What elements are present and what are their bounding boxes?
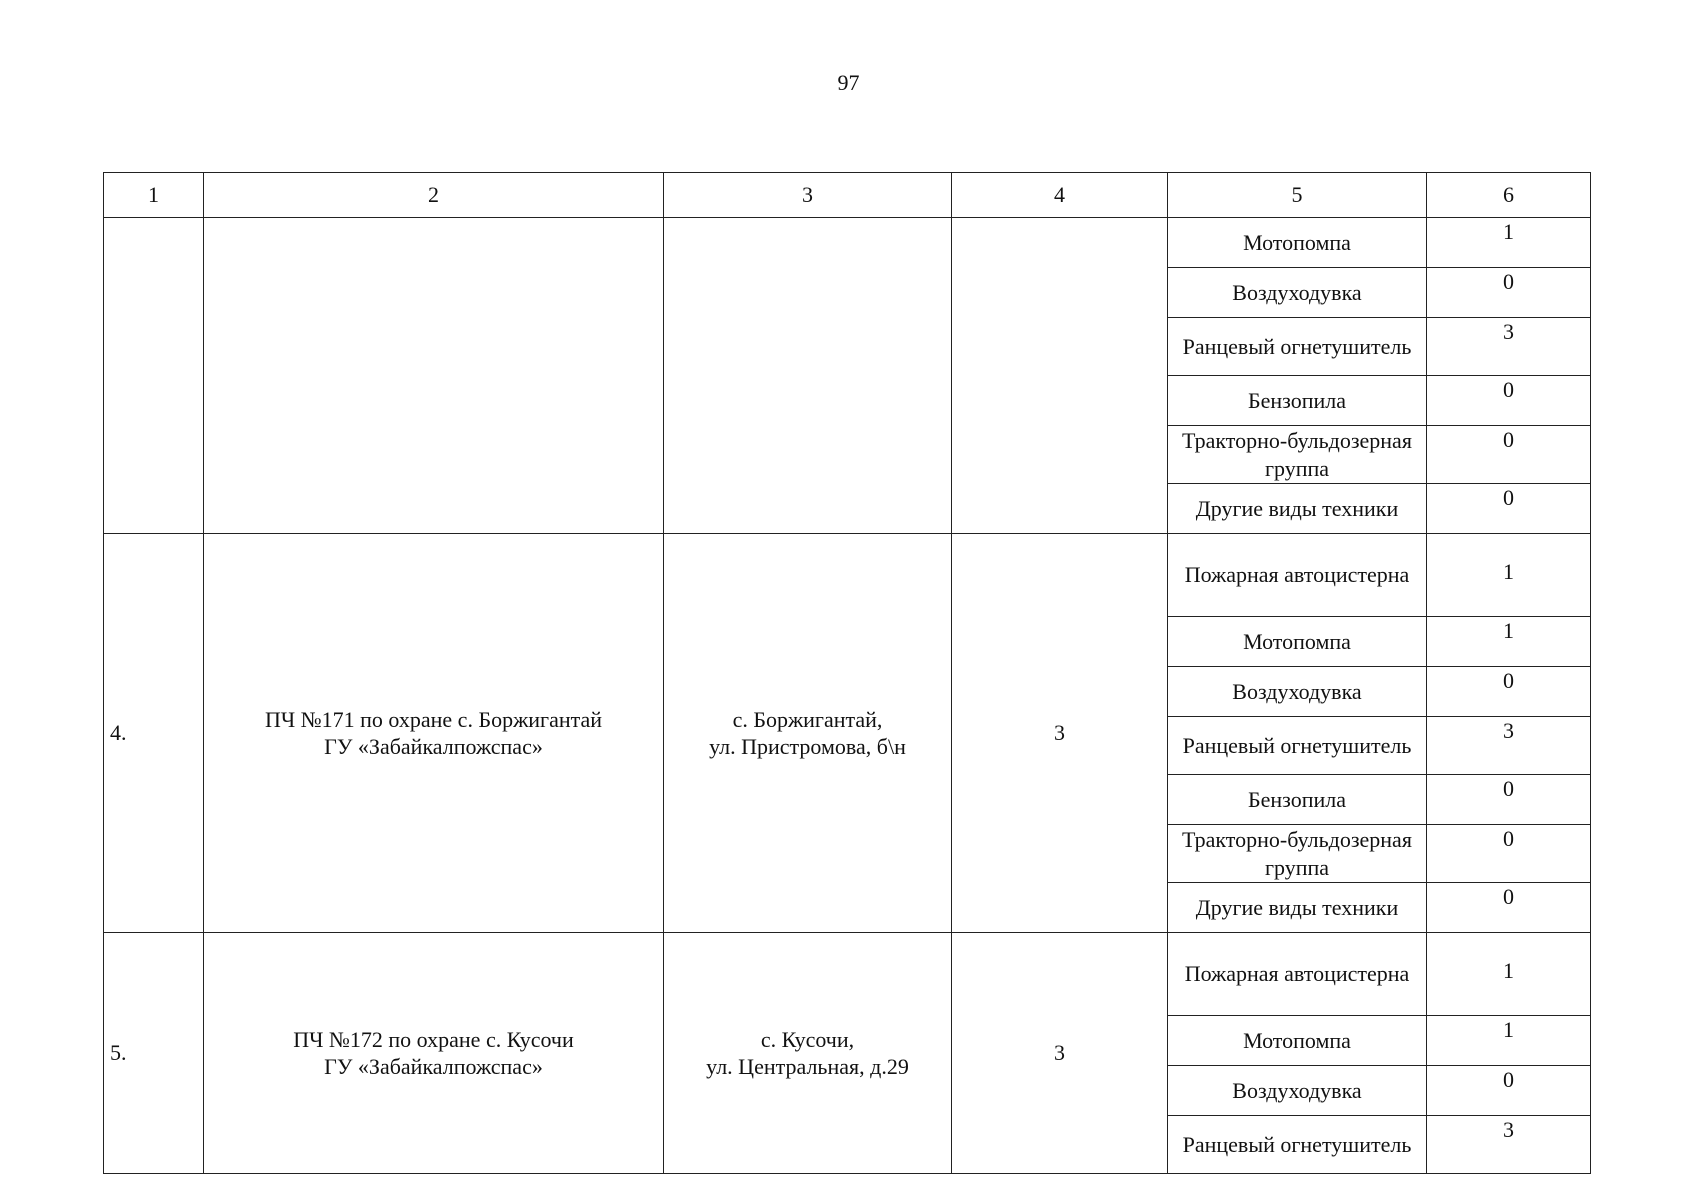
equipment-cell: Ранцевый огнетушитель — [1168, 318, 1427, 376]
header-cell: 3 — [664, 173, 952, 218]
header-cell: 6 — [1427, 173, 1591, 218]
equipment-cell: Воздуходувка — [1168, 268, 1427, 318]
equipment-cell: Ранцевый огнетушитель — [1168, 1116, 1427, 1174]
count-cell — [952, 218, 1168, 534]
quantity-cell: 0 — [1427, 825, 1591, 883]
quantity-cell: 1 — [1427, 1016, 1591, 1066]
quantity-cell: 0 — [1427, 426, 1591, 484]
equipment-cell: Пожарная автоцистерна — [1168, 933, 1427, 1016]
unit-name-line: ГУ «Забайкалпожспас» — [324, 1054, 543, 1079]
address-cell — [664, 218, 952, 534]
address-line: ул. Пристромова, б\н — [709, 734, 906, 759]
number-cell: 4. — [104, 534, 204, 933]
header-cell: 4 — [952, 173, 1168, 218]
quantity-cell: 3 — [1427, 318, 1591, 376]
unit-name-cell — [204, 534, 664, 933]
quantity-cell: 1 — [1427, 534, 1591, 617]
address-cell — [664, 534, 952, 933]
quantity-cell: 0 — [1427, 484, 1591, 534]
quantity-cell: 0 — [1427, 1066, 1591, 1116]
equipment-table — [103, 172, 1591, 1174]
quantity-cell: 0 — [1427, 667, 1591, 717]
equipment-cell: Бензопила — [1168, 775, 1427, 825]
number-cell — [104, 218, 204, 534]
address-line: с. Кусочи, — [760, 1026, 855, 1052]
unit-name-cell — [204, 933, 664, 1174]
page-number: 97 — [837, 70, 860, 95]
header-cell: 1 — [104, 173, 204, 218]
count-cell: 3 — [952, 933, 1168, 1174]
equipment-cell: Воздуходувка — [1168, 667, 1427, 717]
quantity-cell: 3 — [1427, 1116, 1591, 1174]
equipment-cell: Тракторно-бульдозерная группа — [1168, 825, 1427, 883]
table-row — [104, 534, 1591, 617]
unit-name-cell — [204, 218, 664, 534]
equipment-cell: Мотопомпа — [1168, 218, 1427, 268]
number-cell: 5. — [104, 933, 204, 1174]
header-cell: 5 — [1168, 173, 1427, 218]
equipment-cell: Другие виды техники — [1168, 883, 1427, 933]
equipment-cell: Другие виды техники — [1168, 484, 1427, 534]
quantity-cell: 1 — [1427, 933, 1591, 1016]
address-line: с. Боржигантай, — [732, 706, 883, 732]
equipment-cell: Мотопомпа — [1168, 1016, 1427, 1066]
equipment-cell: Пожарная автоцистерна — [1168, 534, 1427, 617]
equipment-cell: Воздуходувка — [1168, 1066, 1427, 1116]
header-cell: 2 — [204, 173, 664, 218]
equipment-cell: Мотопомпа — [1168, 617, 1427, 667]
count-cell: 3 — [952, 534, 1168, 933]
quantity-cell: 0 — [1427, 775, 1591, 825]
quantity-cell: 0 — [1427, 268, 1591, 318]
table-header-row — [104, 173, 1591, 218]
quantity-cell: 0 — [1427, 376, 1591, 426]
quantity-cell: 0 — [1427, 883, 1591, 933]
quantity-cell: 1 — [1427, 218, 1591, 268]
table-row — [104, 218, 1591, 268]
unit-name-line: ПЧ №172 по охране с. Кусочи — [293, 1026, 574, 1052]
quantity-cell: 1 — [1427, 617, 1591, 667]
unit-name-line: ПЧ №171 по охране с. Боржигантай — [264, 706, 603, 732]
address-line: ул. Центральная, д.29 — [706, 1054, 909, 1079]
quantity-cell: 3 — [1427, 717, 1591, 775]
unit-name-line: ГУ «Забайкалпожспас» — [324, 734, 543, 759]
equipment-cell: Бензопила — [1168, 376, 1427, 426]
table-row — [104, 933, 1591, 1016]
equipment-cell: Ранцевый огнетушитель — [1168, 717, 1427, 775]
equipment-cell: Тракторно-бульдозерная группа — [1168, 426, 1427, 484]
address-cell — [664, 933, 952, 1174]
